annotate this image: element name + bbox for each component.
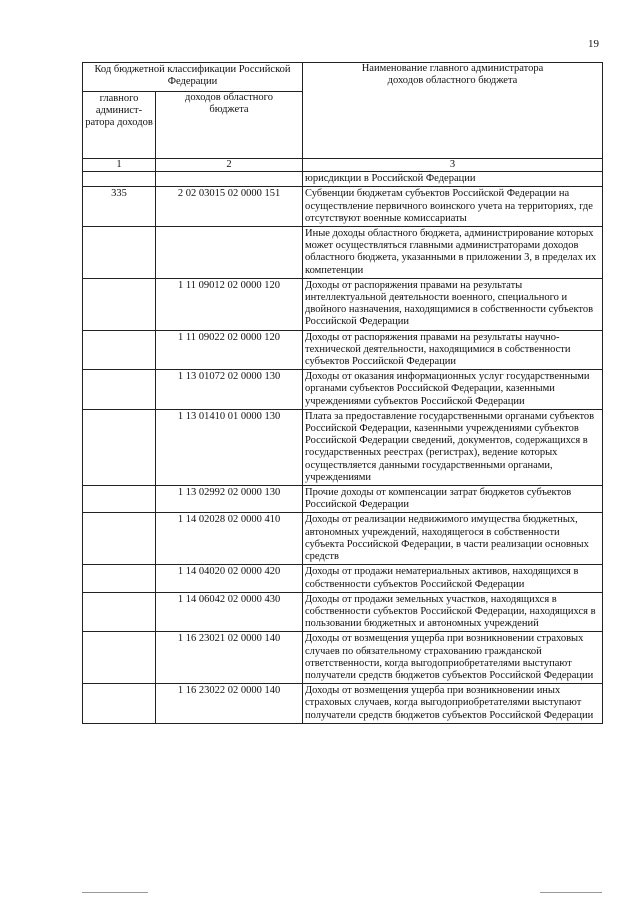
budget-classification-table [82, 62, 603, 724]
income-name: Доходы от возмещения ущерба при возникновении страховых случаев по обязательному страхованию гражданской ответственности, когда выгодоприобретателями выступают получатели средств бюджетов субъектов Российской Федерации [303, 632, 603, 684]
table-row [83, 592, 603, 632]
income-name: Прочие доходы от компенсации затрат бюджетов субъектов Российской Федерации [303, 486, 603, 513]
income-code [156, 227, 303, 279]
table-row [83, 409, 603, 485]
admin-code [83, 486, 156, 513]
admin-code [83, 565, 156, 592]
income-code: 1 13 01410 01 0000 130 [156, 409, 303, 485]
table-row [83, 632, 603, 684]
table-row [83, 370, 603, 410]
header-name: Наименование главного администратора доходов областного бюджета [303, 63, 603, 159]
income-name: юрисдикции в Российской Федерации [303, 172, 603, 187]
income-name: Доходы от продажи нематериальных активов, находящихся в собственности субъектов Российской Федерации [303, 565, 603, 592]
admin-code: 335 [83, 187, 156, 227]
table-row [83, 486, 603, 513]
col-number-1: 1 [83, 159, 156, 172]
header-admin: главного админист-ратора доходов [83, 92, 156, 159]
admin-code [83, 278, 156, 330]
income-name: Субвенции бюджетам субъектов Российской Федерации на осуществление первичного воинского учета на территориях, где отсутствуют военные комиссариаты [303, 187, 603, 227]
income-name: Доходы от возмещения ущерба при возникновении иных страховых случаев, когда выгодоприобретателями выступают получатели средств бюджетов субъектов Российской Федерации [303, 684, 603, 724]
income-name: Плата за предоставление государственными органами субъектов Российской Федерации, казенными учреждениями субъектов Российской Федерации сведений, документов, содержащихся в государственных реестрах (регистрах), ведение которых осуществляется данными государственными органами, учреждениями [303, 409, 603, 485]
header-code-group: Код бюджетной классификации Российской Федерации [83, 63, 303, 92]
admin-code [83, 172, 156, 187]
income-name: Иные доходы областного бюджета, администрирование которых может осуществляться главными администраторами доходов областного бюджета, указанными в приложении 3, в пределах их компетенции [303, 227, 603, 279]
income-code: 1 11 09022 02 0000 120 [156, 330, 303, 370]
footer-rule-left [82, 892, 148, 893]
table-row [83, 187, 603, 227]
admin-code [83, 632, 156, 684]
income-code: 1 13 02992 02 0000 130 [156, 486, 303, 513]
income-name: Доходы от распоряжения правами на результаты интеллектуальной деятельности военного, специального и двойного назначения, находящимися в собственности субъектов Российской Федерации [303, 278, 603, 330]
admin-code [83, 330, 156, 370]
admin-code [83, 409, 156, 485]
income-name: Доходы от распоряжения правами на результаты научно-технической деятельности, находящимися в собственности субъектов Российской Федерации [303, 330, 603, 370]
admin-code [83, 513, 156, 565]
header-income: доходов областного бюджета [156, 92, 303, 159]
table-row [83, 330, 603, 370]
table-row [83, 227, 603, 279]
table-row [83, 513, 603, 565]
admin-code [83, 684, 156, 724]
col-number-2: 2 [156, 159, 303, 172]
table-row [83, 172, 603, 187]
income-code: 1 16 23021 02 0000 140 [156, 632, 303, 684]
income-name: Доходы от продажи земельных участков, находящихся в собственности субъектов Российской Федерации, находящихся в пользовании бюджетных и автономных учреждений [303, 592, 603, 632]
admin-code [83, 227, 156, 279]
table-row [83, 565, 603, 592]
income-code: 1 13 01072 02 0000 130 [156, 370, 303, 410]
income-name: Доходы от реализации недвижимого имущества бюджетных, автономных учреждений, находящегося в собственности субъекта Российской Федерации, в части реализации основных средств [303, 513, 603, 565]
page-number: 19 [588, 38, 599, 50]
income-code: 1 14 06042 02 0000 430 [156, 592, 303, 632]
footer-rule-right [540, 892, 602, 893]
income-code: 2 02 03015 02 0000 151 [156, 187, 303, 227]
income-code: 1 11 09012 02 0000 120 [156, 278, 303, 330]
income-name: Доходы от оказания информационных услуг государственными органами субъектов Российской Федерации, казенными учреждениями субъектов Российской Федерации [303, 370, 603, 410]
income-code: 1 14 04020 02 0000 420 [156, 565, 303, 592]
table-row [83, 684, 603, 724]
income-code: 1 16 23022 02 0000 140 [156, 684, 303, 724]
admin-code [83, 592, 156, 632]
income-code [156, 172, 303, 187]
col-number-3: 3 [303, 159, 603, 172]
table-row [83, 278, 603, 330]
admin-code [83, 370, 156, 410]
income-code: 1 14 02028 02 0000 410 [156, 513, 303, 565]
